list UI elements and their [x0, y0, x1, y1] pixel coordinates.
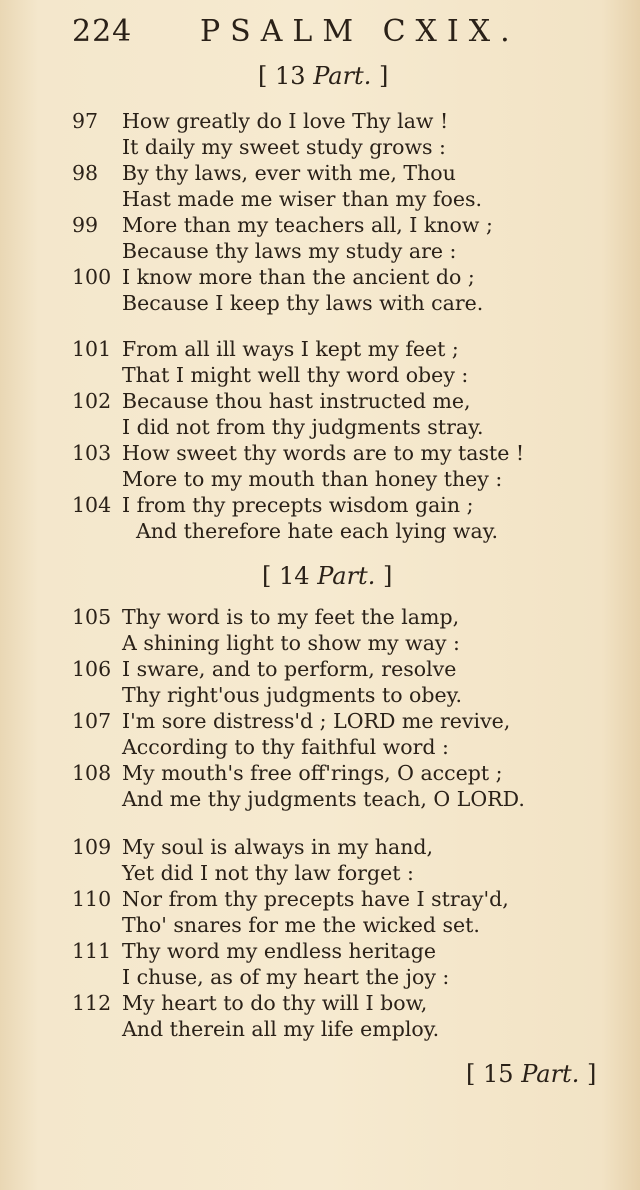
- verse-line: It daily my sweet study grows :: [122, 135, 446, 159]
- verse-number: 103: [72, 441, 112, 465]
- verse-line: I from thy precepts wisdom gain ;: [122, 493, 474, 517]
- verse-106: [0, 656, 640, 708]
- verse-number: 100: [72, 265, 112, 289]
- verse-number: 106: [72, 657, 112, 681]
- verse-number: 112: [72, 991, 112, 1015]
- verse-number: 109: [72, 835, 112, 859]
- verse-line: And therefore hate each lying way.: [136, 519, 499, 543]
- verse-line: How greatly do I love Thy law !: [122, 109, 449, 133]
- verse-line: Thy right'ous judgments to obey.: [122, 683, 463, 707]
- verse-group-4: [0, 834, 640, 1042]
- verse-line: I'm sore distress'd ; LORD me revive,: [122, 709, 511, 733]
- verse-line: More to my mouth than honey they :: [122, 467, 503, 491]
- verse-102: [0, 388, 640, 440]
- verse-line: Thy word my endless heritage: [122, 939, 436, 963]
- verse-108: [0, 760, 640, 812]
- verse-number: 101: [72, 337, 112, 361]
- verse-line: And me thy judgments teach, O LORD.: [122, 787, 525, 811]
- part-heading-14: [ 14 Part. ]: [262, 562, 393, 590]
- verse-111: [0, 938, 640, 990]
- verse-line: Nor from thy precepts have I stray'd,: [122, 887, 509, 911]
- verse-number: 97: [72, 109, 99, 133]
- verse-98: [0, 160, 640, 212]
- verse-line: From all ill ways I kept my feet ;: [122, 337, 459, 361]
- part-heading-13: [ 13 Part. ]: [258, 62, 389, 90]
- page-number: 224: [72, 14, 133, 49]
- verse-97: [0, 108, 640, 160]
- verse-line: And therein all my life employ.: [122, 1017, 440, 1041]
- verse-line: My heart to do thy will I bow,: [122, 991, 428, 1015]
- verse-100: [0, 264, 640, 316]
- verse-112: [0, 990, 640, 1042]
- verse-line: A shining light to show my way :: [122, 631, 460, 655]
- verse-line: I sware, and to perform, resolve: [122, 657, 457, 681]
- verse-line: My soul is always in my hand,: [122, 835, 434, 859]
- verse-group-2: [0, 336, 640, 544]
- verse-number: 102: [72, 389, 112, 413]
- verse-number: 107: [72, 709, 112, 733]
- verse-103: [0, 440, 640, 492]
- verse-line: I know more than the ancient do ;: [122, 265, 475, 289]
- verse-line: That I might well thy word obey :: [122, 363, 469, 387]
- verse-line: Thy word is to my feet the lamp,: [122, 605, 460, 629]
- verse-line: How sweet thy words are to my taste !: [122, 441, 525, 465]
- verse-line: I did not from thy judgments stray.: [122, 415, 484, 439]
- verse-107: [0, 708, 640, 760]
- verse-line: Tho' snares for me the wicked set.: [122, 913, 480, 937]
- verse-number: 104: [72, 493, 112, 517]
- verse-109: [0, 834, 640, 886]
- verse-104: [0, 492, 640, 544]
- verse-110: [0, 886, 640, 938]
- verse-line: According to thy faithful word :: [122, 735, 449, 759]
- verse-105: [0, 604, 640, 656]
- verse-group-1: [0, 108, 640, 316]
- verse-line: By thy laws, ever with me, Thou: [122, 161, 456, 185]
- verse-line: Because thy laws my study are :: [122, 239, 457, 263]
- verse-line: Because I keep thy laws with care.: [122, 291, 484, 315]
- verse-line: Yet did I not thy law forget :: [122, 861, 414, 885]
- verse-101: [0, 336, 640, 388]
- verse-number: 105: [72, 605, 112, 629]
- running-title: PSALM CXIX.: [200, 14, 520, 49]
- verse-number: 111: [72, 939, 112, 963]
- verse-line: My mouth's free off'rings, O accept ;: [122, 761, 503, 785]
- catchword: [ 15 Part. ]: [466, 1060, 597, 1088]
- verse-line: Hast made me wiser than my foes.: [122, 187, 482, 211]
- verse-group-3: [0, 604, 640, 812]
- page-header: [0, 12, 640, 52]
- verse-number: 99: [72, 213, 99, 237]
- verse-99: [0, 212, 640, 264]
- verse-number: 108: [72, 761, 112, 785]
- verse-line: I chuse, as of my heart the joy :: [122, 965, 450, 989]
- verse-line: More than my teachers all, I know ;: [122, 213, 493, 237]
- verse-line: Because thou hast instructed me,: [122, 389, 471, 413]
- verse-number: 98: [72, 161, 99, 185]
- verse-number: 110: [72, 887, 112, 911]
